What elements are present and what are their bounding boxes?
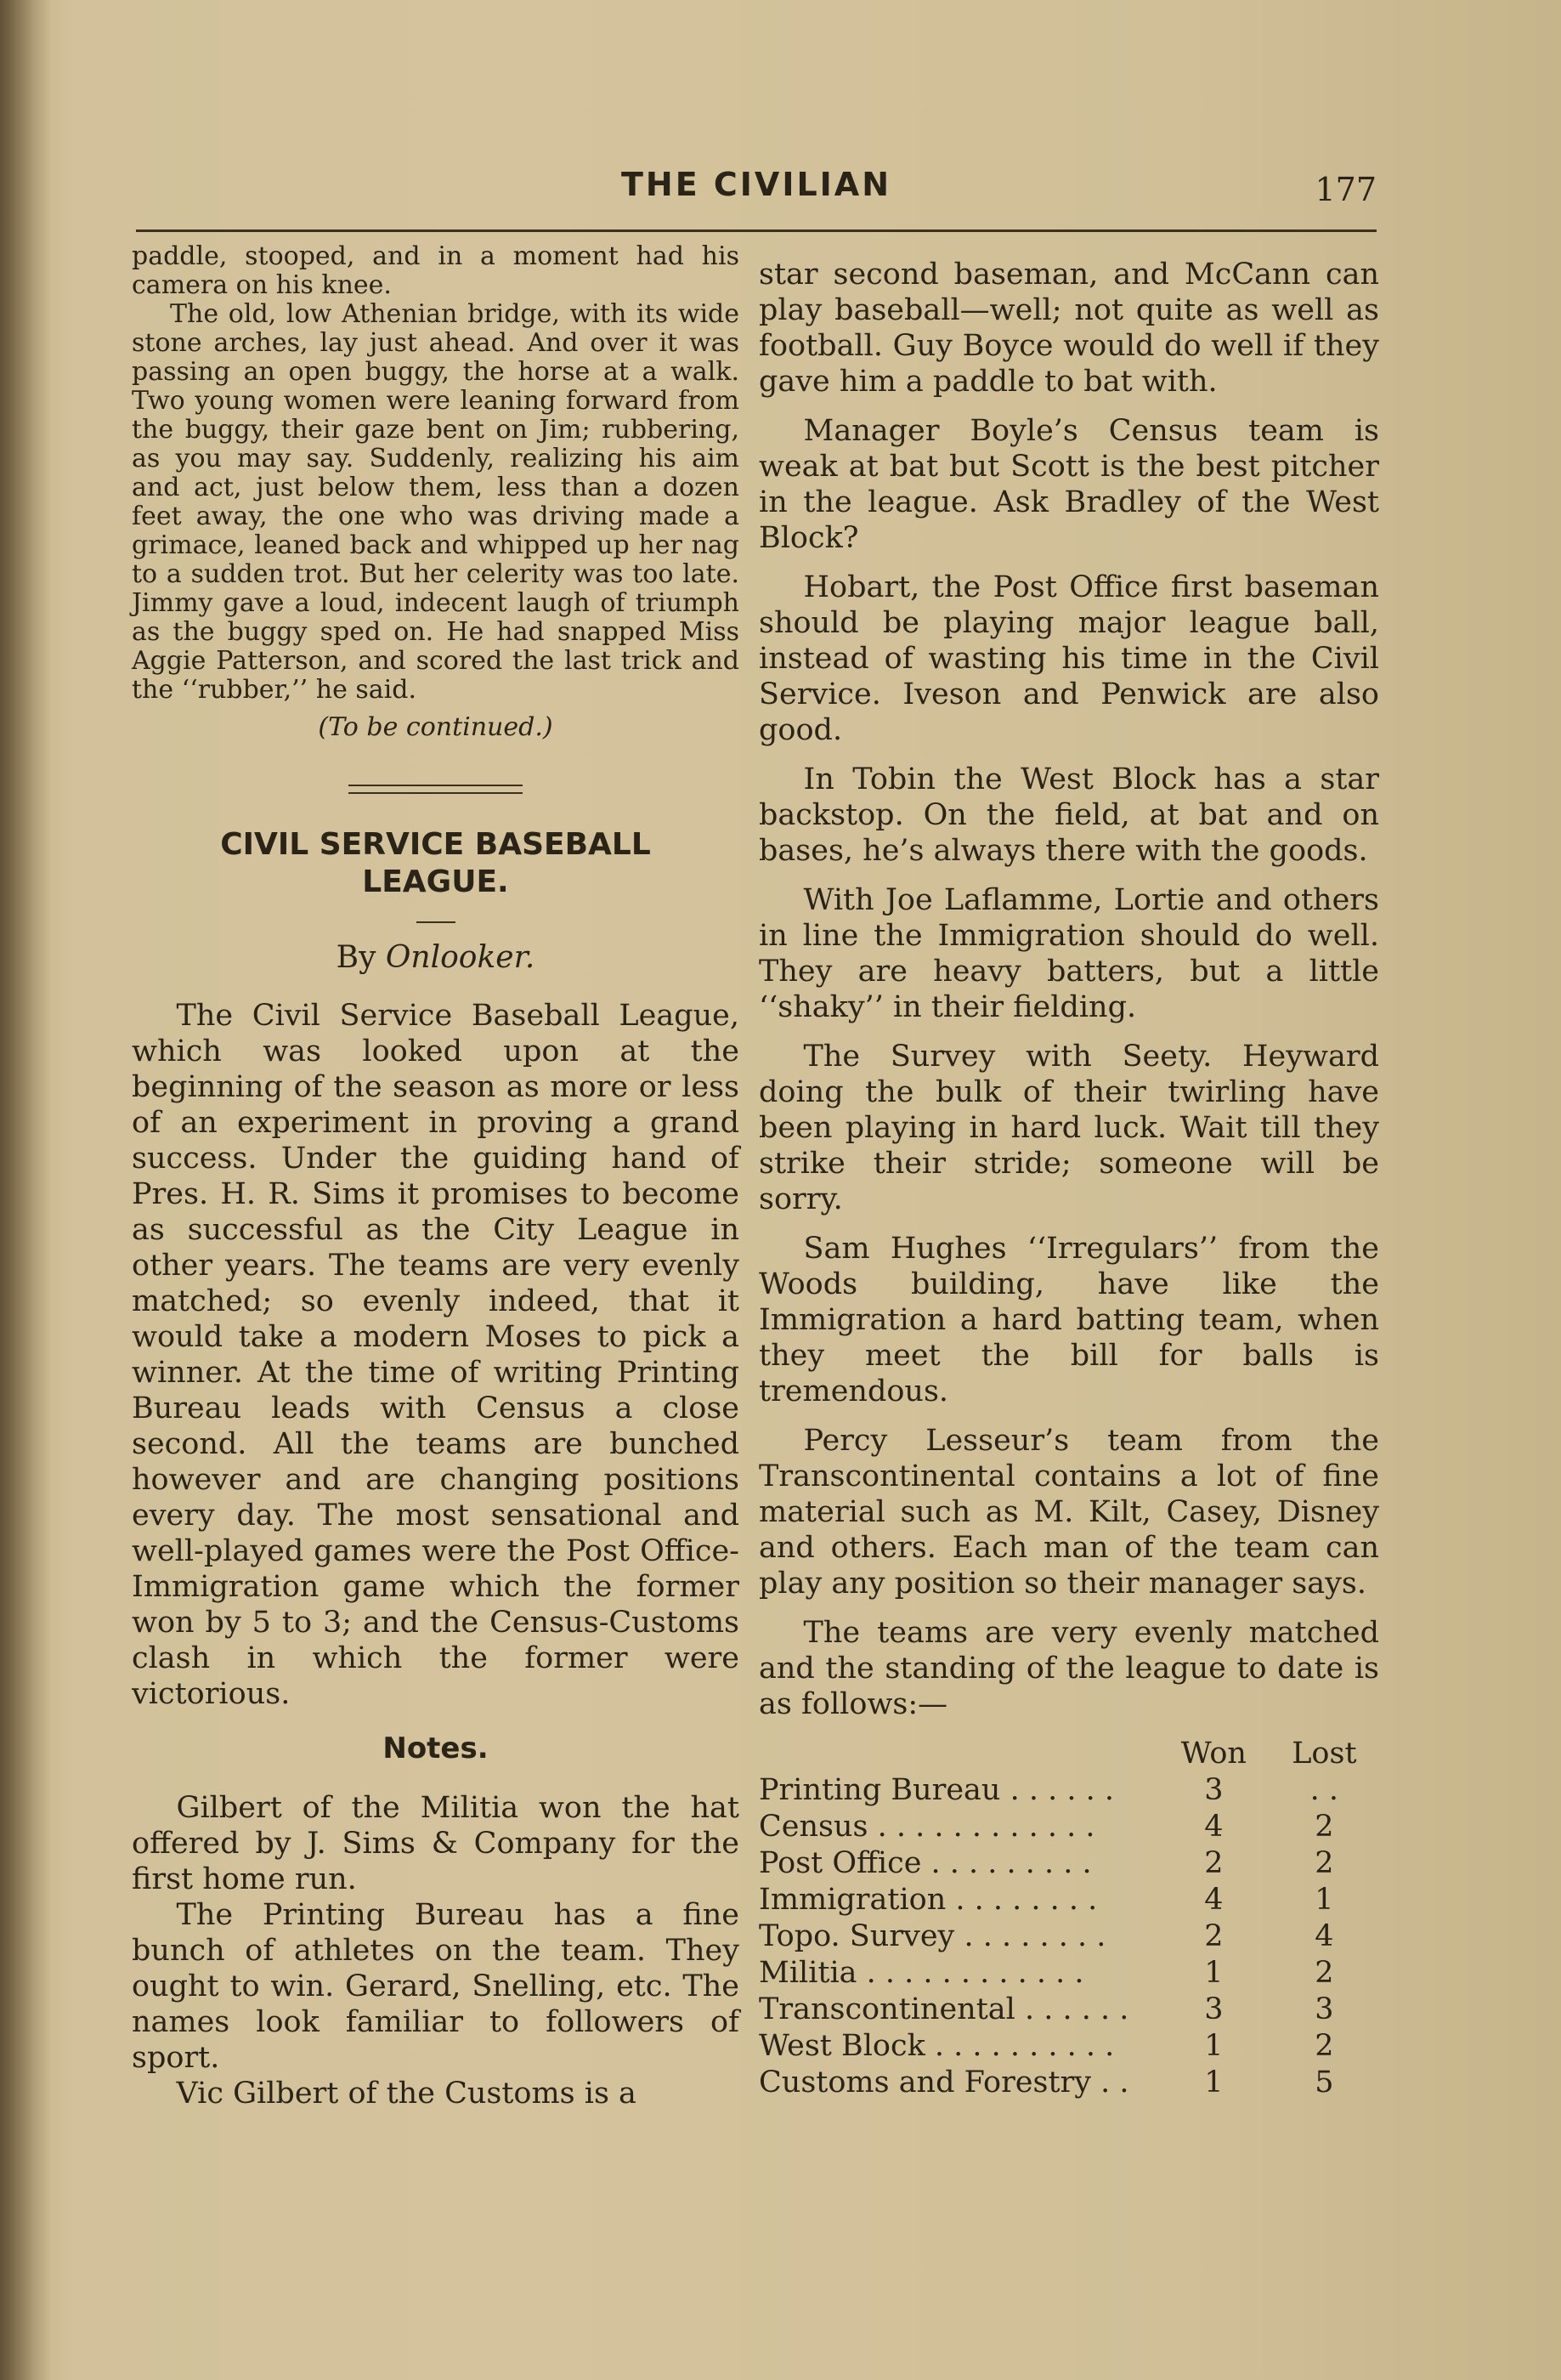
notes-paragraph: The Survey with Seety. Heyward doing the bulk of their twirling have been playing in hard luck. Wait till they strike their stride; someone will be sorry. bbox=[759, 1040, 1379, 1216]
notes-paragraph: Hobart, the Post Office first baseman should be playing major league ball, instead of wasting his time in the Civil Service. Iveson and Penwick are also good. bbox=[759, 570, 1379, 747]
note-paragraph: The Printing Bureau has a fine bunch of athletes on the team. They ought to win. Gerard, Snelling, etc. The names look familiar to followers of sport. bbox=[132, 1898, 739, 2075]
team-name: Printing Bureau . . . . . . bbox=[759, 1773, 1114, 1807]
notes-paragraph: Percy Lesseur’s team from the Transcontinental contains a lot of fine material such as M. Kilt, Casey, Disney and others. Each man of the team can play any position so their manager says. bbox=[759, 1424, 1379, 1601]
headline-rule bbox=[416, 921, 455, 923]
running-header bbox=[136, 166, 1377, 217]
table-row bbox=[759, 1992, 1379, 2028]
notes-paragraph: Manager Boyle’s Census team is weak at bat but Scott is the best pitcher in the league. Ask Bradley of the West Block? bbox=[759, 414, 1379, 555]
article-intro: The Civil Service Baseball League, which was looked upon at the beginning of the season as more or less of an experiment in proving a grand success. Under the guiding hand of Pres. H. R. Sims it promises to become as successful as the City League in other years. The teams are very evenly matched; so evenly indeed, that it would take a modern Moses to pick a winner. At the time of writing Printing Bureau leads with Census a close second. All the teams are bunched however and are changing positions every day. The most sensational and well-played games were the Post Office-Immigration game which the former won by 5 to 3; and the Census-Customs clash in which the former were victorious. bbox=[132, 999, 739, 1711]
losses: 4 bbox=[1315, 1919, 1334, 1953]
team-name: Census . . . . . . . . . . . . bbox=[759, 1810, 1095, 1844]
note-paragraph: Gilbert of the Militia won the hat offered by J. Sims & Company for the first home run. bbox=[132, 1791, 739, 1896]
team-name: Immigration . . . . . . . . bbox=[759, 1883, 1098, 1917]
note-paragraph: Vic Gilbert of the Customs is a bbox=[176, 2077, 636, 2111]
team-name: Topo. Survey . . . . . . . . bbox=[759, 1919, 1106, 1953]
losses: 2 bbox=[1315, 2029, 1334, 2063]
losses: . . bbox=[1309, 1773, 1339, 1807]
wins: 3 bbox=[1204, 1992, 1224, 2026]
team-name: Militia . . . . . . . . . . . . bbox=[759, 1956, 1084, 1990]
team-name: Post Office . . . . . . . . . bbox=[759, 1846, 1092, 1880]
table-row bbox=[759, 1809, 1379, 1845]
team-column-header bbox=[759, 1736, 1158, 1772]
left-column bbox=[132, 242, 739, 2111]
story-paragraph: The old, low Athenian bridge, with its wide stone arches, lay just ahead. And over it was passing an open buggy, the horse at a walk. Two young women were leaning forward from the buggy, their gaze bent on Jim; rubbering, as you may say. Suddenly, realizing his aim and act, just below them, less than a dozen feet away, the one who was driving made a grimace, leaned back and whipped up her nag to a sudden trot. But her celerity was too late. Jimmy gave a loud, indecent laugh of triumph as the buggy sped on. He had snapped Miss Aggie Patterson, and scored the last trick and the ‘‘rubber,’’ he said. bbox=[132, 299, 739, 705]
team-name: West Block . . . . . . . . . . bbox=[759, 2029, 1115, 2063]
losses: 2 bbox=[1315, 1846, 1334, 1880]
notes-paragraph: In Tobin the West Block has a star backstop. On the field, at bat and on bases, he’s always there with the goods. bbox=[759, 762, 1379, 868]
right-column bbox=[759, 257, 1379, 2101]
wins: 4 bbox=[1204, 1810, 1224, 1844]
notes-paragraph: With Joe Laflamme, Lortie and others in line the Immigration should do well. They are heavy batters, but a little ‘‘shaky’’ in their fielding. bbox=[759, 883, 1379, 1024]
table-row bbox=[759, 1918, 1379, 1955]
wins: 1 bbox=[1204, 1956, 1224, 1990]
team-name: Customs and Forestry . . bbox=[759, 2066, 1129, 2100]
notes-paragraph: Sam Hughes ‘‘Irregulars’’ from the Woods building, have like the Immigration a hard batting team, when they meet the bill for balls is tremendous. bbox=[759, 1232, 1379, 1408]
binding-shadow bbox=[0, 0, 51, 2380]
league-standings-table bbox=[759, 1736, 1379, 2101]
team-name: Transcontinental . . . . . . bbox=[759, 1992, 1129, 2026]
wins: 3 bbox=[1204, 1773, 1224, 1807]
table-row bbox=[759, 1955, 1379, 1992]
losses: 2 bbox=[1315, 1956, 1334, 1990]
headline-line: CIVIL SERVICE BASEBALL bbox=[220, 827, 651, 862]
table-row bbox=[759, 1882, 1379, 1918]
wins: 1 bbox=[1204, 2029, 1224, 2063]
headline-line: LEAGUE. bbox=[362, 864, 509, 899]
story-continuation bbox=[132, 242, 739, 742]
story-paragraph: paddle, stooped, and in a moment had his camera on his knee. bbox=[132, 241, 739, 300]
article-headline bbox=[132, 826, 739, 901]
wins: 2 bbox=[1204, 1846, 1224, 1880]
byline-prefix: By bbox=[336, 940, 376, 975]
notes-heading: Notes. bbox=[382, 1731, 489, 1765]
lost-column-header: Lost bbox=[1292, 1737, 1357, 1771]
byline-author: Onlooker. bbox=[385, 940, 535, 975]
publication-title: THE CIVILIAN bbox=[620, 166, 892, 203]
won-column-header: Won bbox=[1180, 1737, 1247, 1771]
table-row bbox=[759, 2065, 1379, 2101]
header-rule bbox=[136, 230, 1377, 232]
table-row bbox=[759, 1845, 1379, 1882]
wins: 4 bbox=[1204, 1883, 1224, 1917]
wins: 2 bbox=[1204, 1919, 1224, 1953]
wins: 1 bbox=[1204, 2066, 1224, 2100]
standings-header-row bbox=[759, 1736, 1379, 1772]
notes-paragraph: The teams are very evenly matched and the standing of the league to date is as follows:— bbox=[759, 1616, 1379, 1721]
section-divider bbox=[348, 785, 523, 794]
losses: 3 bbox=[1315, 1992, 1334, 2026]
to-be-continued: (To be continued.) bbox=[318, 712, 553, 742]
byline bbox=[132, 940, 739, 976]
losses: 1 bbox=[1315, 1883, 1334, 1917]
notes-paragraph: star second baseman, and McCann can play baseball—well; not quite as well as football. Guy Boyce would do well if they gave him a paddle to bat with. bbox=[759, 258, 1379, 399]
losses: 2 bbox=[1315, 1810, 1334, 1844]
losses: 5 bbox=[1315, 2066, 1334, 2100]
page-number: 177 bbox=[1315, 171, 1377, 208]
table-row bbox=[759, 1772, 1379, 1809]
table-row bbox=[759, 2028, 1379, 2065]
